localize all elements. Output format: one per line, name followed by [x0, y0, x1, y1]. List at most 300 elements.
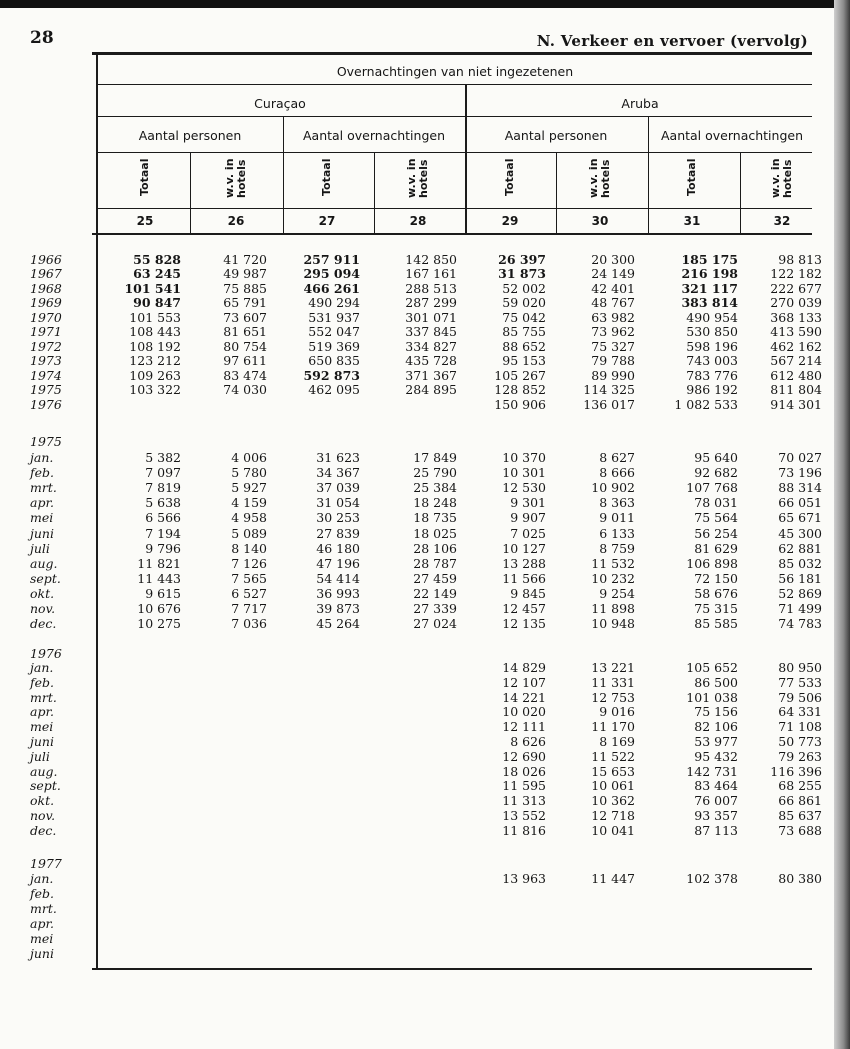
cell-31: 58 676: [694, 585, 738, 601]
col26-header: w.v. in hotels: [223, 158, 248, 198]
cell-29: 11 595: [502, 778, 546, 794]
row-label: apr.: [30, 704, 55, 720]
cell-29: 150 906: [494, 396, 546, 412]
table-row: [0, 719, 850, 734]
cell-29: 31 873: [498, 266, 546, 282]
cell-26: 4 159: [231, 495, 267, 511]
cell-32: 73 196: [778, 465, 822, 481]
row-label: sept.: [30, 778, 61, 794]
cell-29: 12 457: [502, 601, 546, 616]
cell-32: 914 301: [770, 396, 822, 412]
table-row: [0, 281, 850, 296]
cell-29: 10 370: [502, 450, 546, 465]
cell-31: 321 117: [681, 280, 738, 296]
table-row: [0, 339, 850, 354]
cell-32: 71 108: [778, 719, 822, 735]
cell-26: 8 140: [231, 540, 267, 556]
cell-31: 75 315: [694, 601, 738, 616]
cell-32: 116 396: [770, 763, 822, 779]
cell-25: 5 382: [145, 450, 181, 465]
col-number-27: 27: [318, 214, 336, 228]
row-label: mei: [30, 931, 54, 946]
cell-26: 5 780: [231, 465, 267, 481]
curacao-aruba-divider: [465, 84, 467, 234]
cell-29: 59 020: [502, 295, 546, 311]
cell-30: 13 221: [591, 660, 635, 675]
table-row: [0, 704, 850, 719]
cell-25: 10 275: [137, 616, 181, 632]
row-label: 1969: [30, 295, 62, 311]
table-row: [0, 808, 850, 823]
table-row: [0, 397, 850, 412]
cell-28: 28 106: [413, 540, 457, 556]
aruba-overnachtingen-header: Aantal overnachtingen: [660, 128, 804, 143]
cell-29: 12 107: [502, 674, 546, 690]
cell-30: 12 718: [591, 808, 635, 823]
row-label: sept.: [30, 570, 61, 586]
cell-26: 5 927: [231, 480, 267, 496]
table-row: [0, 778, 850, 793]
table-row: [0, 556, 850, 571]
cell-32: 73 688: [778, 822, 822, 838]
table-row: [0, 660, 850, 675]
col-number-32: 32: [773, 214, 791, 228]
cell-29: 9 907: [510, 510, 546, 526]
row-label: mei: [30, 719, 54, 735]
cell-32: 85 637: [778, 808, 822, 823]
cell-30: 11 898: [591, 601, 635, 616]
cell-32: 50 773: [778, 734, 822, 749]
table-row: [0, 586, 850, 601]
cell-30: 75 327: [591, 338, 635, 354]
cell-32: 62 881: [778, 540, 822, 556]
table-bottom-rule: [92, 968, 812, 970]
cell-28: 142 850: [405, 252, 457, 267]
cell-30: 12 753: [591, 689, 635, 705]
row-label: mrt.: [30, 480, 57, 496]
cell-26: 7 126: [231, 555, 267, 571]
cell-31: 95 640: [694, 450, 738, 465]
table-row: [0, 450, 850, 465]
cell-26: 6 527: [231, 585, 267, 601]
cell-30: 9 016: [599, 704, 635, 720]
cell-31: 783 776: [686, 367, 738, 383]
cell-27: 466 261: [303, 280, 360, 296]
cell-32: 85 032: [778, 555, 822, 571]
row-label: 1967: [30, 266, 62, 282]
cell-28: 435 728: [405, 353, 457, 369]
cell-25: 55 828: [133, 252, 181, 267]
row-label: 1971: [30, 324, 62, 340]
row-label: juni: [30, 946, 54, 961]
cell-32: 462 162: [770, 338, 822, 354]
cell-28: 28 787: [413, 555, 457, 571]
aruba-personen-header: Aantal personen: [504, 128, 608, 143]
col-divider-27-28: [374, 152, 375, 234]
table-row: [0, 465, 850, 480]
cell-25: 108 443: [129, 324, 181, 340]
cell-32: 56 181: [778, 570, 822, 586]
cell-26: 7 036: [231, 616, 267, 632]
cell-32: 567 214: [770, 353, 822, 369]
cell-32: 612 480: [770, 367, 822, 383]
table-row: [0, 601, 850, 616]
cell-28: 301 071: [405, 309, 457, 325]
cell-25: 101 541: [124, 280, 181, 296]
cell-28: 25 790: [413, 465, 457, 481]
cell-30: 10 948: [591, 616, 635, 632]
cell-32: 368 133: [770, 309, 822, 325]
row-label: mrt.: [30, 689, 57, 705]
row-label: 1976: [30, 646, 62, 661]
cell-32: 74 783: [778, 616, 822, 632]
cell-30: 11 447: [591, 871, 635, 886]
cell-29: 75 042: [502, 309, 546, 325]
row-label: feb.: [30, 886, 54, 901]
cell-26: 5 089: [231, 525, 267, 541]
col32-header: w.v. in hotels: [769, 158, 794, 198]
cell-26: 75 885: [223, 280, 267, 296]
cell-29: 88 652: [502, 338, 546, 354]
cell-29: 14 829: [502, 660, 546, 675]
table-row: [0, 571, 850, 586]
cell-27: 552 047: [308, 324, 360, 340]
cell-32: 413 590: [770, 324, 822, 340]
cell-28: 371 367: [405, 367, 457, 383]
cell-29: 9 301: [510, 495, 546, 511]
cell-30: 9 254: [599, 585, 635, 601]
cell-30: 10 362: [591, 793, 635, 809]
cell-28: 27 459: [413, 570, 457, 586]
cell-30: 8 169: [599, 734, 635, 749]
cell-25: 108 192: [129, 338, 181, 354]
row-label: 1973: [30, 353, 62, 369]
cell-25: 7 194: [145, 525, 181, 541]
row-label: 1968: [30, 280, 62, 296]
section-title: N. Verkeer en vervoer (vervolg): [536, 32, 808, 50]
row-label: juli: [30, 748, 50, 764]
cell-32: 80 380: [778, 871, 822, 886]
curacao-overnachtingen-header: Aantal overnachtingen: [302, 128, 446, 143]
curacao-personen-header: Aantal personen: [138, 128, 242, 143]
cell-28: 17 849: [413, 450, 457, 465]
main-header: Overnachtingen van niet ingezetenen: [336, 64, 574, 79]
table-row: [0, 616, 850, 631]
cell-30: 73 962: [591, 324, 635, 340]
cell-28: 18 025: [413, 525, 457, 541]
cell-27: 30 253: [316, 510, 360, 526]
cell-32: 70 027: [778, 450, 822, 465]
cell-27: 27 839: [316, 525, 360, 541]
cell-30: 114 325: [583, 382, 635, 398]
row-label: 1975: [30, 382, 62, 398]
cell-26: 4 006: [231, 450, 267, 465]
row-label: aug.: [30, 763, 58, 779]
cell-25: 90 847: [133, 295, 181, 311]
row-label: dec.: [30, 616, 57, 632]
row-label: nov.: [30, 808, 56, 823]
cell-26: 80 754: [223, 338, 267, 354]
row-label: mei: [30, 510, 54, 526]
cell-27: 462 095: [308, 382, 360, 398]
cell-32: 64 331: [778, 704, 822, 720]
cell-30: 10 041: [591, 822, 635, 838]
cell-31: 87 113: [694, 822, 738, 838]
top-rule: [92, 52, 812, 55]
cell-30: 24 149: [591, 266, 635, 282]
cell-28: 284 895: [405, 382, 457, 398]
cell-26: 81 651: [223, 324, 267, 340]
col31-header: Totaal: [685, 158, 698, 196]
row-label: 1974: [30, 367, 62, 383]
cell-30: 11 170: [591, 719, 635, 735]
col-number-30: 30: [591, 214, 609, 228]
col-number-29: 29: [501, 214, 519, 228]
cell-31: 490 954: [686, 309, 738, 325]
header-rule-1: [98, 84, 812, 85]
cell-28: 337 845: [405, 324, 457, 340]
cell-31: 78 031: [694, 495, 738, 511]
cell-30: 20 300: [591, 252, 635, 267]
cell-32: 65 671: [778, 510, 822, 526]
cell-32: 811 804: [770, 382, 822, 398]
cell-26: 65 791: [223, 295, 267, 311]
cell-30: 6 133: [599, 525, 635, 541]
cell-28: 25 384: [413, 480, 457, 496]
cell-26: 97 611: [223, 353, 267, 369]
cell-26: 7 565: [231, 570, 267, 586]
row-label: mrt.: [30, 901, 57, 916]
cell-31: 598 196: [686, 338, 738, 354]
cell-29: 14 221: [502, 689, 546, 705]
row-label: 1976: [30, 396, 62, 412]
col28-header: w.v. in hotels: [405, 158, 430, 198]
row-label: okt.: [30, 585, 55, 601]
cell-25: 9 796: [145, 540, 181, 556]
cell-31: 83 464: [694, 778, 738, 794]
col27-header: Totaal: [320, 158, 333, 196]
cell-30: 9 011: [599, 510, 635, 526]
cell-32: 79 263: [778, 748, 822, 764]
cell-32: 122 182: [770, 266, 822, 282]
row-label: jan.: [30, 660, 54, 675]
cell-30: 11 532: [591, 555, 635, 571]
cell-32: 222 677: [770, 280, 822, 296]
cell-29: 11 566: [502, 570, 546, 586]
cell-30: 10 902: [591, 480, 635, 496]
cell-31: 86 500: [694, 674, 738, 690]
cell-26: 74 030: [223, 382, 267, 398]
aruba-group-divider: [648, 116, 649, 234]
cell-27: 54 414: [316, 570, 360, 586]
cell-32: 98 813: [778, 252, 822, 267]
row-label: 1977: [30, 856, 62, 871]
row-label: apr.: [30, 495, 55, 511]
cell-30: 79 788: [591, 353, 635, 369]
cell-25: 7 097: [145, 465, 181, 481]
col-divider-25-26: [190, 152, 191, 234]
cell-30: 15 653: [591, 763, 635, 779]
table-row: [0, 764, 850, 779]
table-row: [0, 310, 850, 325]
row-label: juli: [30, 540, 50, 556]
cell-31: 142 731: [686, 763, 738, 779]
cell-28: 288 513: [405, 280, 457, 296]
row-label: jan.: [30, 450, 54, 465]
cell-30: 8 363: [599, 495, 635, 511]
cell-27: 592 873: [303, 367, 360, 383]
cell-27: 47 196: [316, 555, 360, 571]
cell-27: 39 873: [316, 601, 360, 616]
cell-29: 12 690: [502, 748, 546, 764]
row-label: dec.: [30, 822, 57, 838]
col-number-31: 31: [683, 214, 701, 228]
cell-30: 8 666: [599, 465, 635, 481]
row-label: nov.: [30, 601, 56, 616]
cell-31: 101 038: [686, 689, 738, 705]
col-number-26: 26: [227, 214, 245, 228]
row-label: juni: [30, 734, 54, 749]
cell-28: 18 248: [413, 495, 457, 511]
header-rule-2: [98, 116, 812, 117]
cell-29: 13 288: [502, 555, 546, 571]
table-row: [0, 382, 850, 397]
table-row: [0, 749, 850, 764]
cell-27: 31 623: [316, 450, 360, 465]
cell-28: 27 339: [413, 601, 457, 616]
cell-32: 88 314: [778, 480, 822, 496]
cell-29: 18 026: [502, 763, 546, 779]
row-label: okt.: [30, 793, 55, 809]
cell-30: 11 331: [591, 674, 635, 690]
cell-29: 10 127: [502, 540, 546, 556]
row-label: 1972: [30, 338, 62, 354]
cell-26: 41 720: [223, 252, 267, 267]
cell-28: 18 735: [413, 510, 457, 526]
cell-31: 56 254: [694, 525, 738, 541]
cell-30: 11 522: [591, 748, 635, 764]
table-row: [0, 324, 850, 339]
table-row: [0, 353, 850, 368]
cell-29: 105 267: [494, 367, 546, 383]
cell-31: 107 768: [686, 480, 738, 496]
cell-29: 7 025: [510, 525, 546, 541]
cell-29: 13 552: [502, 808, 546, 823]
cell-27: 31 054: [316, 495, 360, 511]
cell-32: 79 506: [778, 689, 822, 705]
cell-25: 7 819: [145, 480, 181, 496]
table-row: [0, 793, 850, 808]
cell-31: 105 652: [686, 660, 738, 675]
table-row: [0, 823, 850, 838]
cell-29: 52 002: [502, 280, 546, 296]
header-rule-3: [98, 152, 812, 153]
cell-31: 102 378: [686, 871, 738, 886]
curacao-header: Curaçao: [254, 96, 306, 111]
cell-27: 257 911: [303, 252, 360, 267]
col29-header: Totaal: [503, 158, 516, 196]
table-row: [0, 495, 850, 510]
cell-27: 650 835: [308, 353, 360, 369]
cell-29: 26 397: [498, 252, 546, 267]
cell-31: 106 898: [686, 555, 738, 571]
cell-30: 10 232: [591, 570, 635, 586]
col-number-28: 28: [409, 214, 427, 228]
cell-29: 10 020: [502, 704, 546, 720]
cell-31: 81 629: [694, 540, 738, 556]
cell-26: 7 717: [231, 601, 267, 616]
row-label: apr.: [30, 916, 55, 931]
cell-30: 136 017: [583, 396, 635, 412]
cell-27: 490 294: [308, 295, 360, 311]
table-row: [0, 368, 850, 383]
cell-31: 743 003: [686, 353, 738, 369]
cell-25: 11 821: [137, 555, 181, 571]
table-row: [0, 734, 850, 749]
cell-31: 76 007: [694, 793, 738, 809]
cell-27: 46 180: [316, 540, 360, 556]
cell-30: 63 982: [591, 309, 635, 325]
cell-28: 287 299: [405, 295, 457, 311]
cell-27: 519 369: [308, 338, 360, 354]
table-row: [0, 510, 850, 525]
cell-29: 85 755: [502, 324, 546, 340]
cell-25: 6 566: [145, 510, 181, 526]
table-row: [0, 526, 850, 541]
col-divider-29-30: [556, 152, 557, 234]
cell-31: 75 564: [694, 510, 738, 526]
row-label: jan.: [30, 871, 54, 886]
cell-31: 216 198: [681, 266, 738, 282]
cell-29: 11 816: [502, 822, 546, 838]
cell-29: 12 111: [502, 719, 546, 735]
table-row: [0, 480, 850, 495]
cell-28: 27 024: [413, 616, 457, 632]
cell-27: 295 094: [303, 266, 360, 282]
cell-31: 530 850: [686, 324, 738, 340]
cell-32: 66 861: [778, 793, 822, 809]
cell-25: 103 322: [129, 382, 181, 398]
cell-26: 73 607: [223, 309, 267, 325]
row-label: aug.: [30, 555, 58, 571]
cell-27: 34 367: [316, 465, 360, 481]
cell-30: 42 401: [591, 280, 635, 296]
row-label: 1966: [30, 252, 62, 267]
cell-29: 11 313: [502, 793, 546, 809]
cell-28: 334 827: [405, 338, 457, 354]
row-label: 1975: [30, 434, 62, 449]
cell-32: 45 300: [778, 525, 822, 541]
cell-25: 5 638: [145, 495, 181, 511]
cell-25: 10 676: [137, 601, 181, 616]
cell-25: 9 615: [145, 585, 181, 601]
cell-30: 10 061: [591, 778, 635, 794]
aruba-header: Aruba: [621, 96, 659, 111]
page-number: 28: [30, 28, 54, 48]
table-row: [0, 871, 850, 886]
cell-30: 89 990: [591, 367, 635, 383]
cell-31: 383 814: [681, 295, 738, 311]
row-label: 1970: [30, 309, 62, 325]
cell-31: 72 150: [694, 570, 738, 586]
col30-header: w.v. in hotels: [587, 158, 612, 198]
cell-27: 36 993: [316, 585, 360, 601]
cell-27: 531 937: [308, 309, 360, 325]
table-row: [0, 266, 850, 281]
cell-26: 83 474: [223, 367, 267, 383]
cell-31: 82 106: [694, 719, 738, 735]
cell-29: 10 301: [502, 465, 546, 481]
